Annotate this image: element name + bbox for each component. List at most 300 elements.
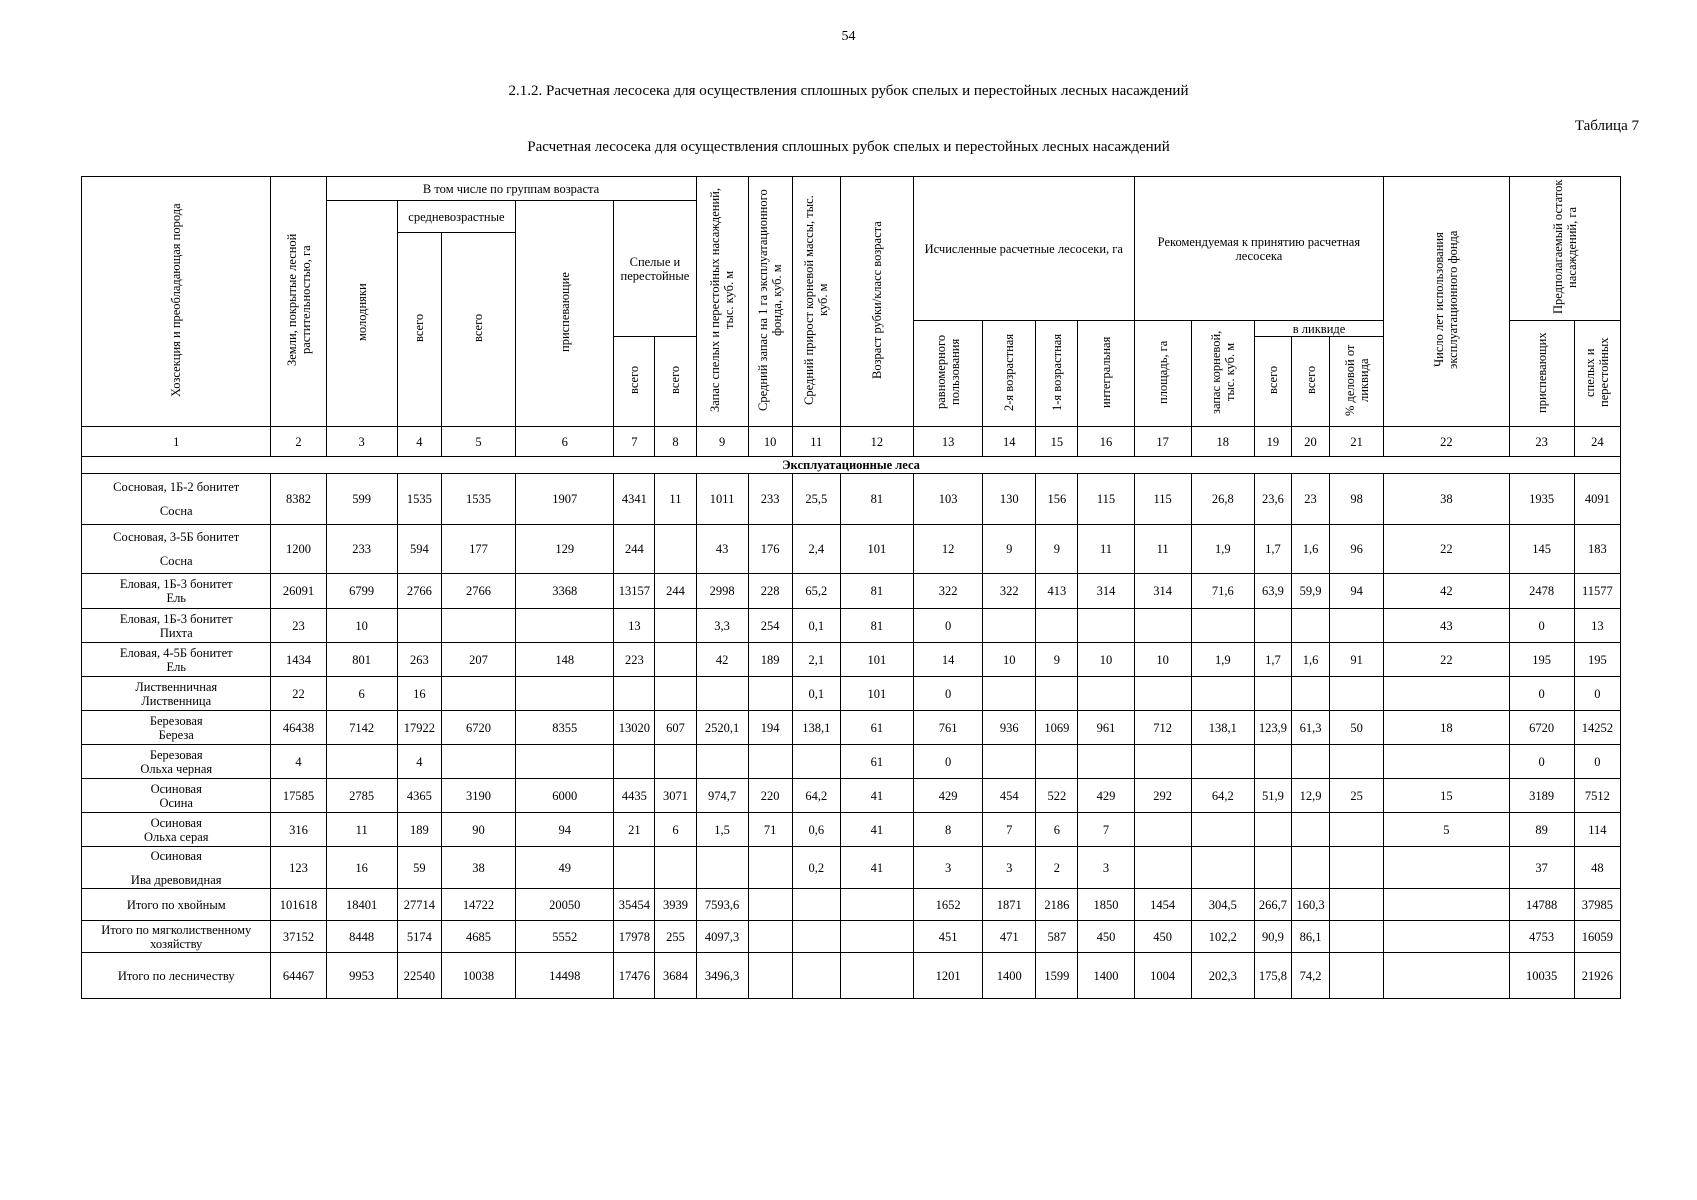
table-cell: 10038: [441, 953, 515, 999]
table-cell: 220: [748, 779, 792, 813]
table-cell: 22: [271, 677, 326, 711]
table-cell: 974,7: [696, 779, 748, 813]
table-cell: 11: [1078, 525, 1134, 574]
table-row: [82, 677, 1621, 711]
table-cell: 64,2: [792, 779, 840, 813]
row-label: [82, 474, 271, 525]
table-cell: 1,9: [1191, 525, 1254, 574]
table-cell: 1,7: [1254, 525, 1291, 574]
table-cell: 316: [271, 813, 326, 847]
table-cell: 454: [983, 779, 1036, 813]
table-cell: 90: [441, 813, 515, 847]
table-cell: 138,1: [1191, 711, 1254, 745]
species-name: Сосна: [159, 554, 193, 568]
row-label: [82, 745, 271, 779]
table-cell: [983, 745, 1036, 779]
table-cell: [655, 847, 696, 889]
table-cell: 189: [397, 813, 441, 847]
table-cell: 1652: [914, 889, 983, 921]
table-row: [82, 525, 1621, 574]
table-cell: 228: [748, 574, 792, 609]
table-cell: 94: [516, 813, 614, 847]
stand-type: Сосновая, 3-5Б бонитет: [113, 530, 240, 544]
column-number-cell: 10: [748, 427, 792, 457]
table-cell: 71,6: [1191, 574, 1254, 609]
table-cell: 14252: [1574, 711, 1620, 745]
table-cell: 7593,6: [696, 889, 748, 921]
table-cell: 1907: [516, 474, 614, 525]
table-cell: 4: [271, 745, 326, 779]
table-cell: [696, 847, 748, 889]
table-cell: [441, 745, 515, 779]
header-cell: равномерного пользования: [914, 321, 983, 427]
table-cell: [1330, 847, 1384, 889]
table-cell: 61: [840, 745, 913, 779]
table-cell: 22: [1384, 643, 1509, 677]
table-cell: 5174: [397, 921, 441, 953]
table-cell: 1400: [1078, 953, 1134, 999]
table-cell: [1134, 677, 1191, 711]
table-cell: 761: [914, 711, 983, 745]
table-cell: 266,7: [1254, 889, 1291, 921]
table-cell: [655, 677, 696, 711]
column-number-cell: 14: [983, 427, 1036, 457]
total-row: [82, 921, 1621, 953]
table-cell: [1036, 745, 1078, 779]
column-number-cell: 22: [1384, 427, 1509, 457]
table-cell: 64467: [271, 953, 326, 999]
table-cell: 94: [1330, 574, 1384, 609]
table-cell: 35454: [614, 889, 655, 921]
table-cell: [1254, 745, 1291, 779]
table-cell: 46438: [271, 711, 326, 745]
table-cell: [1134, 745, 1191, 779]
table-cell: 5: [1384, 813, 1509, 847]
table-cell: [614, 677, 655, 711]
table-cell: 14722: [441, 889, 515, 921]
table-cell: 801: [326, 643, 397, 677]
table-cell: [516, 677, 614, 711]
header-cell: Предполагаемый остаток насаждений, га: [1509, 177, 1620, 321]
table-cell: 103: [914, 474, 983, 525]
table-cell: 712: [1134, 711, 1191, 745]
table-cell: [516, 609, 614, 643]
column-number-cell: 19: [1254, 427, 1291, 457]
table-cell: [614, 745, 655, 779]
table-cell: 10: [983, 643, 1036, 677]
column-number-cell: 17: [1134, 427, 1191, 457]
table-cell: [1191, 847, 1254, 889]
table-cell: 451: [914, 921, 983, 953]
table-cell: 207: [441, 643, 515, 677]
column-number-cell: 18: [1191, 427, 1254, 457]
table-cell: 50: [1330, 711, 1384, 745]
table-cell: 189: [748, 643, 792, 677]
table-cell: 0: [914, 745, 983, 779]
header-cell: Средний запас на 1 га эксплуатационного фонда, куб. м: [748, 177, 792, 427]
table-cell: 17978: [614, 921, 655, 953]
table-cell: 1201: [914, 953, 983, 999]
table-cell: 9: [1036, 643, 1078, 677]
table-cell: 13: [1574, 609, 1620, 643]
table-cell: 3071: [655, 779, 696, 813]
header-cell: Запас спелых и перестойных насаждений, тыс. куб. м: [696, 177, 748, 427]
table-cell: [1291, 677, 1329, 711]
table-cell: 2998: [696, 574, 748, 609]
table-cell: 13157: [614, 574, 655, 609]
species-name: Ольха серая: [143, 829, 209, 844]
column-number-cell: 13: [914, 427, 983, 457]
table-cell: [1191, 609, 1254, 643]
table-cell: [792, 889, 840, 921]
table-cell: 41: [840, 847, 913, 889]
table-cell: 1599: [1036, 953, 1078, 999]
table-cell: [441, 609, 515, 643]
table-cell: [397, 609, 441, 643]
row-label: [82, 574, 271, 609]
table-cell: 429: [914, 779, 983, 813]
table-row: [82, 474, 1621, 525]
table-cell: 23: [1291, 474, 1329, 525]
table-cell: 41: [840, 813, 913, 847]
header-cell: всего: [614, 337, 655, 427]
stand-type: Осиновая: [150, 781, 202, 796]
table-cell: 6: [1036, 813, 1078, 847]
table-cell: 25,5: [792, 474, 840, 525]
table-cell: 3939: [655, 889, 696, 921]
table-cell: 4435: [614, 779, 655, 813]
table-cell: 3189: [1509, 779, 1574, 813]
table-cell: 81: [840, 574, 913, 609]
table-cell: 96: [1330, 525, 1384, 574]
table-cell: 10: [1078, 643, 1134, 677]
table-cell: 1454: [1134, 889, 1191, 921]
header-cell: приспевающих: [1509, 321, 1574, 427]
table-cell: 8382: [271, 474, 326, 525]
table-row: [82, 711, 1621, 745]
table-cell: [655, 745, 696, 779]
table-cell: 101: [840, 643, 913, 677]
species-name: Лиственница: [141, 693, 212, 708]
table-cell: 2: [1036, 847, 1078, 889]
species-name: Сосна: [159, 504, 193, 518]
table-cell: 17922: [397, 711, 441, 745]
table-cell: 0: [914, 677, 983, 711]
table-cell: 3: [914, 847, 983, 889]
header-cell: Земли, покрытые лесной растительностью, га: [271, 177, 326, 427]
column-number-cell: 21: [1330, 427, 1384, 457]
row-label: [82, 711, 271, 745]
table-cell: 160,3: [1291, 889, 1329, 921]
table-body: [82, 474, 1621, 999]
species-name: Ель: [166, 591, 187, 605]
table-cell: 7: [983, 813, 1036, 847]
table-cell: 14498: [516, 953, 614, 999]
table-cell: [748, 847, 792, 889]
column-number-cell: 9: [696, 427, 748, 457]
table-cell: [655, 525, 696, 574]
total-label: Итого по хвойным: [82, 889, 271, 921]
table-cell: 3,3: [696, 609, 748, 643]
table-cell: 26,8: [1191, 474, 1254, 525]
table-cell: 0: [1509, 677, 1574, 711]
table-cell: 202,3: [1191, 953, 1254, 999]
table-cell: 4091: [1574, 474, 1620, 525]
table-cell: 115: [1078, 474, 1134, 525]
table-cell: [1384, 745, 1509, 779]
header-cell: спелых и перестойных: [1574, 321, 1620, 427]
table-cell: 25: [1330, 779, 1384, 813]
table-cell: 263: [397, 643, 441, 677]
table-cell: 42: [696, 643, 748, 677]
header-cell: интегральная: [1078, 321, 1134, 427]
column-number-cell: 11: [792, 427, 840, 457]
table-row: [82, 779, 1621, 813]
table-cell: 61: [840, 711, 913, 745]
table-cell: [1191, 745, 1254, 779]
table-cell: 3190: [441, 779, 515, 813]
table-cell: 101618: [271, 889, 326, 921]
table-cell: 63,9: [1254, 574, 1291, 609]
header-cell: 2-я возрастная: [983, 321, 1036, 427]
table-cell: [748, 745, 792, 779]
table-cell: [840, 889, 913, 921]
table-cell: [655, 609, 696, 643]
table-cell: 17585: [271, 779, 326, 813]
table-cell: [1330, 677, 1384, 711]
header-cell: В том числе по группам возраста: [326, 177, 696, 201]
table-cell: [516, 745, 614, 779]
table-cell: 0: [1509, 745, 1574, 779]
table-cell: 607: [655, 711, 696, 745]
table-cell: 130: [983, 474, 1036, 525]
table-cell: 13020: [614, 711, 655, 745]
total-row: [82, 889, 1621, 921]
table-cell: [792, 745, 840, 779]
table-cell: 8: [914, 813, 983, 847]
row-label: [82, 813, 271, 847]
header-cell: % деловой от ликвида: [1330, 337, 1384, 427]
column-number-cell: 12: [840, 427, 913, 457]
table-cell: 1535: [397, 474, 441, 525]
table-cell: 314: [1078, 574, 1134, 609]
lesoseka-table: [81, 176, 1621, 999]
stand-type: Березовая: [149, 713, 203, 728]
table-cell: 6: [326, 677, 397, 711]
table-cell: 11: [1134, 525, 1191, 574]
table-cell: 5552: [516, 921, 614, 953]
page-number: 54: [841, 29, 856, 44]
table-row: [82, 609, 1621, 643]
table-cell: 2,1: [792, 643, 840, 677]
table-cell: 11577: [1574, 574, 1620, 609]
table-cell: 9: [983, 525, 1036, 574]
table-cell: 49: [516, 847, 614, 889]
table-cell: [983, 609, 1036, 643]
row-label: [82, 779, 271, 813]
header-cell: Хозсекция и преобладающая порода: [82, 177, 271, 427]
table-cell: 1850: [1078, 889, 1134, 921]
table-cell: 16: [397, 677, 441, 711]
table-cell: 2766: [441, 574, 515, 609]
table-cell: 38: [441, 847, 515, 889]
table-cell: 90,9: [1254, 921, 1291, 953]
table-cell: 3496,3: [696, 953, 748, 999]
table-cell: 6000: [516, 779, 614, 813]
table-cell: [1191, 677, 1254, 711]
table-cell: 6799: [326, 574, 397, 609]
table-cell: [748, 921, 792, 953]
species-name: Осина: [159, 795, 193, 810]
table-cell: 138,1: [792, 711, 840, 745]
table-cell: [655, 643, 696, 677]
table-cell: [1384, 921, 1509, 953]
row-label: [82, 643, 271, 677]
table-cell: 2,4: [792, 525, 840, 574]
table-cell: [983, 677, 1036, 711]
column-number-cell: 4: [397, 427, 441, 457]
table-cell: 1,6: [1291, 643, 1329, 677]
section-heading: 2.1.2. Расчетная лесосека для осуществления сплошных рубок спелых и перестойных лесных насаждений: [508, 83, 1189, 99]
table-cell: 6720: [441, 711, 515, 745]
table-cell: 7: [1078, 813, 1134, 847]
table-cell: 37152: [271, 921, 326, 953]
table-cell: 81: [840, 474, 913, 525]
header-cell: в ликвиде: [1254, 321, 1383, 337]
header-cell: запас корневой, тыс. куб. м: [1191, 321, 1254, 427]
table-cell: [1330, 745, 1384, 779]
table-cell: 12,9: [1291, 779, 1329, 813]
table-cell: 961: [1078, 711, 1134, 745]
table-cell: 2520,1: [696, 711, 748, 745]
table-cell: [1078, 677, 1134, 711]
table-cell: 599: [326, 474, 397, 525]
table-cell: 43: [1384, 609, 1509, 643]
table-cell: [1254, 677, 1291, 711]
stand-type: Лиственничная: [135, 679, 218, 694]
table-cell: 10: [1134, 643, 1191, 677]
table-cell: 18401: [326, 889, 397, 921]
table-cell: 176: [748, 525, 792, 574]
table-cell: [1254, 847, 1291, 889]
column-number-cell: 8: [655, 427, 696, 457]
table-cell: 2785: [326, 779, 397, 813]
table-cell: [840, 953, 913, 999]
table-cell: 1434: [271, 643, 326, 677]
stand-type: Осиновая: [150, 848, 202, 863]
table-cell: [1330, 609, 1384, 643]
table-cell: 51,9: [1254, 779, 1291, 813]
table-cell: [1078, 745, 1134, 779]
table-cell: 21: [614, 813, 655, 847]
table-cell: 522: [1036, 779, 1078, 813]
table-cell: 98: [1330, 474, 1384, 525]
table-cell: [1330, 889, 1384, 921]
table-cell: 7142: [326, 711, 397, 745]
table-cell: 244: [655, 574, 696, 609]
stand-type: Осиновая: [150, 815, 202, 830]
table-cell: 4097,3: [696, 921, 748, 953]
table-cell: 255: [655, 921, 696, 953]
table-cell: 10035: [1509, 953, 1574, 999]
table-cell: 314: [1134, 574, 1191, 609]
table-cell: 14788: [1509, 889, 1574, 921]
species-name: Ель: [166, 659, 187, 674]
table-cell: 9: [1036, 525, 1078, 574]
table-cell: [792, 921, 840, 953]
column-number-cell: 5: [441, 427, 515, 457]
table-cell: 4341: [614, 474, 655, 525]
table-cell: 304,5: [1191, 889, 1254, 921]
table-cell: [1036, 677, 1078, 711]
row-label: [82, 609, 271, 643]
table-cell: 89: [1509, 813, 1574, 847]
table-cell: 1871: [983, 889, 1036, 921]
table-cell: 48: [1574, 847, 1620, 889]
column-number-cell: 16: [1078, 427, 1134, 457]
table-label: Таблица 7: [1574, 118, 1639, 134]
header-cell: Возраст рубки/класс возраста: [840, 177, 913, 427]
table-cell: 223: [614, 643, 655, 677]
total-label: Итого по мягколиственному хозяйству: [82, 921, 271, 953]
table-cell: [1254, 813, 1291, 847]
table-cell: 74,2: [1291, 953, 1329, 999]
table-cell: 18: [1384, 711, 1509, 745]
stand-type: Сосновая, 1Б-2 бонитет: [113, 480, 240, 494]
table-cell: 101: [840, 525, 913, 574]
header-cell: приспевающие: [516, 201, 614, 427]
table-cell: 4685: [441, 921, 515, 953]
table-cell: 3: [1078, 847, 1134, 889]
table-cell: [1384, 677, 1509, 711]
table-cell: [1134, 609, 1191, 643]
table-cell: 11: [326, 813, 397, 847]
table-cell: 1069: [1036, 711, 1078, 745]
total-label: Итого по лесничеству: [82, 953, 271, 999]
stand-type: Еловая, 1Б-3 бонитет: [119, 577, 233, 591]
table-cell: 254: [748, 609, 792, 643]
table-cell: [1036, 609, 1078, 643]
table-cell: 86,1: [1291, 921, 1329, 953]
species-name: Ива древовидная: [130, 872, 222, 887]
table-cell: [1384, 889, 1509, 921]
table-row: [82, 745, 1621, 779]
table-cell: 59,9: [1291, 574, 1329, 609]
table-cell: 64,2: [1191, 779, 1254, 813]
table-cell: 2766: [397, 574, 441, 609]
table-cell: 177: [441, 525, 515, 574]
table-cell: [614, 847, 655, 889]
table-cell: 11: [655, 474, 696, 525]
header-cell: 1-я возрастная: [1036, 321, 1078, 427]
row-label: [82, 847, 271, 889]
table-cell: 3: [983, 847, 1036, 889]
table-cell: 14: [914, 643, 983, 677]
table-cell: 1200: [271, 525, 326, 574]
table-cell: 91: [1330, 643, 1384, 677]
header-cell: всего: [1291, 337, 1329, 427]
table-cell: [792, 953, 840, 999]
header-cell: всего: [441, 233, 515, 427]
table-cell: [1078, 609, 1134, 643]
table-cell: 145: [1509, 525, 1574, 574]
table-cell: [1134, 813, 1191, 847]
table-cell: 0,2: [792, 847, 840, 889]
table-cell: 37985: [1574, 889, 1620, 921]
table-cell: 1400: [983, 953, 1036, 999]
table-cell: 12: [914, 525, 983, 574]
table-cell: 148: [516, 643, 614, 677]
